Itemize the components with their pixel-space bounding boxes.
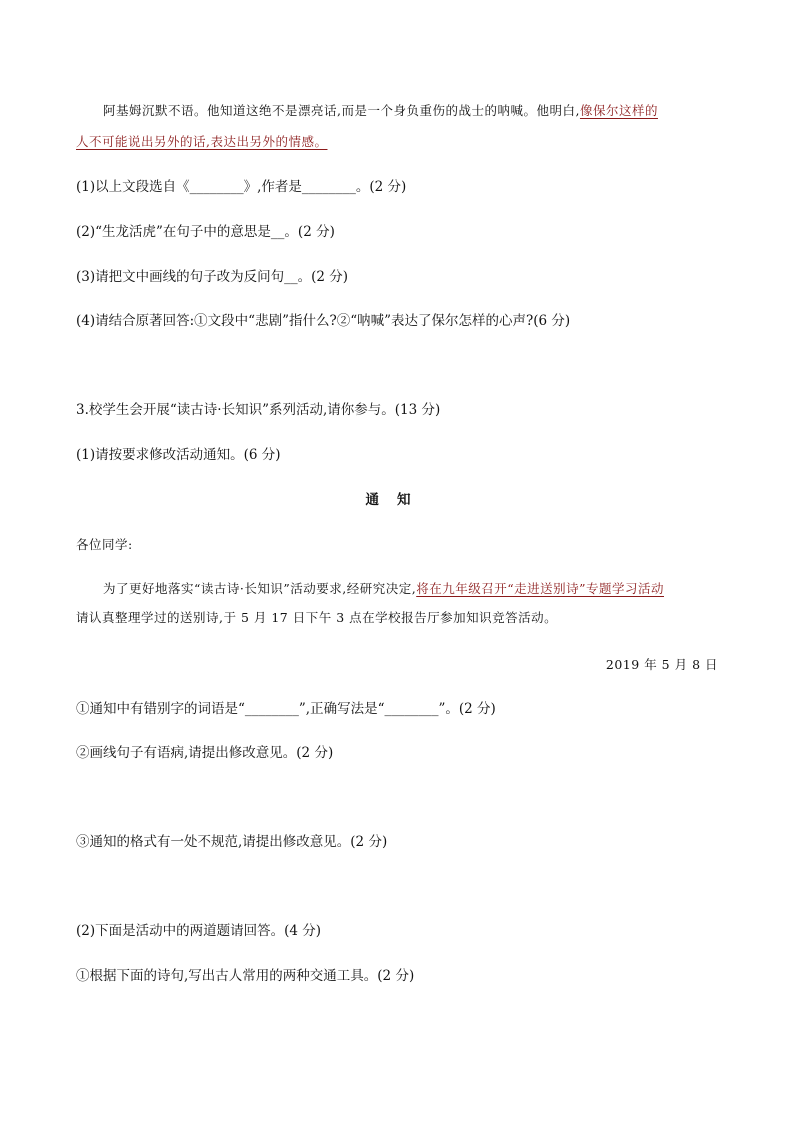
underlined-sentence-part2: 人不可能说出另外的话,表达出另外的情感。 xyxy=(76,134,328,149)
notice-body-line-1 xyxy=(103,579,664,599)
question-3-part2: (2)下面是活动中的两道题请回答。(4 分) xyxy=(76,923,322,939)
question-3-part2-sub1: ①根据下面的诗句,写出古人常用的两种交通工具。(2 分) xyxy=(76,968,415,984)
passage-line-1 xyxy=(103,101,658,121)
question-3-sub3: ③通知的格式有一处不规范,请提出修改意见。(2 分) xyxy=(76,834,388,850)
notice-body-line-2: 请认真整理学过的送别诗,于 5 月 17 日下午 3 点在学校报告厅参加知识竞答活动。 xyxy=(76,610,558,625)
question-2-1: (1)以上文段选自《________》,作者是________。(2 分) xyxy=(76,179,407,195)
underlined-sentence-part1: 像保尔这样的 xyxy=(579,103,658,118)
notice-date: 2019 年 5 月 8 日 xyxy=(605,657,718,672)
notice-greeting: 各位同学: xyxy=(76,537,133,552)
notice-underlined-sentence: 将在九年级召开“走进送别诗”专题学习活动 xyxy=(416,581,664,596)
notice-body-text: 为了更好地落实“读古诗·长知识”活动要求,经研究决定, xyxy=(103,581,417,596)
question-2-2: (2)“生龙活虎”在句子中的意思是__。(2 分) xyxy=(76,224,335,240)
question-2-3: (3)请把文中画线的句子改为反问句__。(2 分) xyxy=(76,269,349,285)
question-3-sub2: ②画线句子有语病,请提出修改意见。(2 分) xyxy=(76,745,334,761)
passage-line-2 xyxy=(76,132,327,152)
question-3-part1: (1)请按要求修改活动通知。(6 分) xyxy=(76,447,281,463)
question-3-title: 3.校学生会开展“读古诗·长知识”系列活动,请你参与。(13 分) xyxy=(76,402,441,418)
question-3-sub1: ①通知中有错别字的词语是“________”,正确写法是“________”。(2 分) xyxy=(76,701,496,717)
passage-text: 阿基姆沉默不语。他知道这绝不是漂亮话,而是一个身负重伤的战士的呐喊。他明白, xyxy=(103,103,580,118)
question-2-4: (4)请结合原著回答:①文段中“悲剧”指什么?②“呐喊”表达了保尔怎样的心声?(6 分) xyxy=(76,313,571,329)
notice-heading: 通知 xyxy=(365,492,429,508)
